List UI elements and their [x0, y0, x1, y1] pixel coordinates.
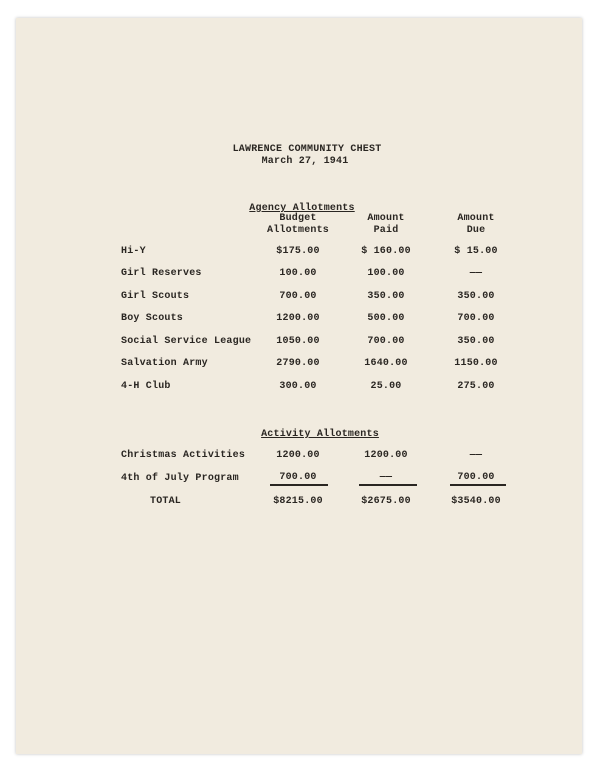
agency-row-paid: 25.00: [370, 381, 402, 392]
agency-row-name: Salvation Army: [121, 358, 208, 369]
agency-row-name: Social Service League: [121, 336, 252, 347]
agency-row-paid: 100.00: [367, 268, 405, 279]
total-budget: $8215.00: [273, 496, 323, 507]
agency-row-name: Hi-Y: [121, 246, 146, 257]
agency-row-budget: 300.00: [279, 381, 317, 392]
agency-row-due: $ 15.00: [454, 246, 498, 257]
activity-row-paid: 1200.00: [364, 450, 408, 461]
agency-row-budget: 700.00: [279, 291, 317, 302]
agency-row-name: Boy Scouts: [121, 313, 184, 324]
budget-column-header-line2: Allotments: [266, 225, 330, 236]
agency-row-due: 350.00: [457, 291, 495, 302]
sum-rule-paid: [359, 484, 417, 486]
paid-column-header-line1: Amount: [367, 213, 405, 224]
due-column-header-line1: Amount: [457, 213, 495, 224]
agency-row-due: ——: [469, 268, 483, 279]
activity-allotments-heading: Activity Allotments: [261, 429, 379, 440]
due-column-header-line2: Due: [466, 225, 486, 236]
document-date: March 27, 1941: [261, 156, 349, 167]
total-label: TOTAL: [150, 496, 182, 507]
activity-row-budget: 1200.00: [276, 450, 320, 461]
agency-row-budget: 2790.00: [276, 358, 320, 369]
agency-row-name: Girl Scouts: [121, 291, 190, 302]
activity-row-budget: 700.00: [279, 472, 317, 483]
sum-rule-due: [450, 484, 506, 486]
agency-row-budget: 100.00: [279, 268, 317, 279]
agency-row-paid: 700.00: [367, 336, 405, 347]
activity-row-due: ——: [469, 450, 483, 461]
activity-row-name: 4th of July Program: [121, 473, 239, 484]
agency-allotments-heading: Agency Allotments: [249, 203, 355, 214]
total-paid: $2675.00: [361, 496, 411, 507]
document-title: LAWRENCE COMMUNITY CHEST: [232, 144, 382, 155]
agency-row-name: 4-H Club: [121, 381, 171, 392]
sum-rule-budget: [270, 484, 328, 486]
activity-row-due: 700.00: [457, 472, 495, 483]
paid-column-header-line2: Paid: [373, 225, 399, 236]
agency-row-due: 350.00: [457, 336, 495, 347]
agency-row-due: 275.00: [457, 381, 495, 392]
agency-row-budget: 1200.00: [276, 313, 320, 324]
activity-row-paid: ——: [379, 472, 393, 483]
agency-row-paid: 500.00: [367, 313, 405, 324]
budget-column-header-line1: Budget: [279, 213, 317, 224]
agency-row-name: Girl Reserves: [121, 268, 202, 279]
agency-row-paid: 1640.00: [364, 358, 408, 369]
total-due: $3540.00: [451, 496, 501, 507]
activity-row-name: Christmas Activities: [121, 450, 246, 461]
agency-row-budget: $175.00: [276, 246, 320, 257]
agency-row-due: 1150.00: [454, 358, 498, 369]
agency-row-budget: 1050.00: [276, 336, 320, 347]
agency-row-paid: 350.00: [367, 291, 405, 302]
agency-row-due: 700.00: [457, 313, 495, 324]
agency-row-paid: $ 160.00: [361, 246, 411, 257]
